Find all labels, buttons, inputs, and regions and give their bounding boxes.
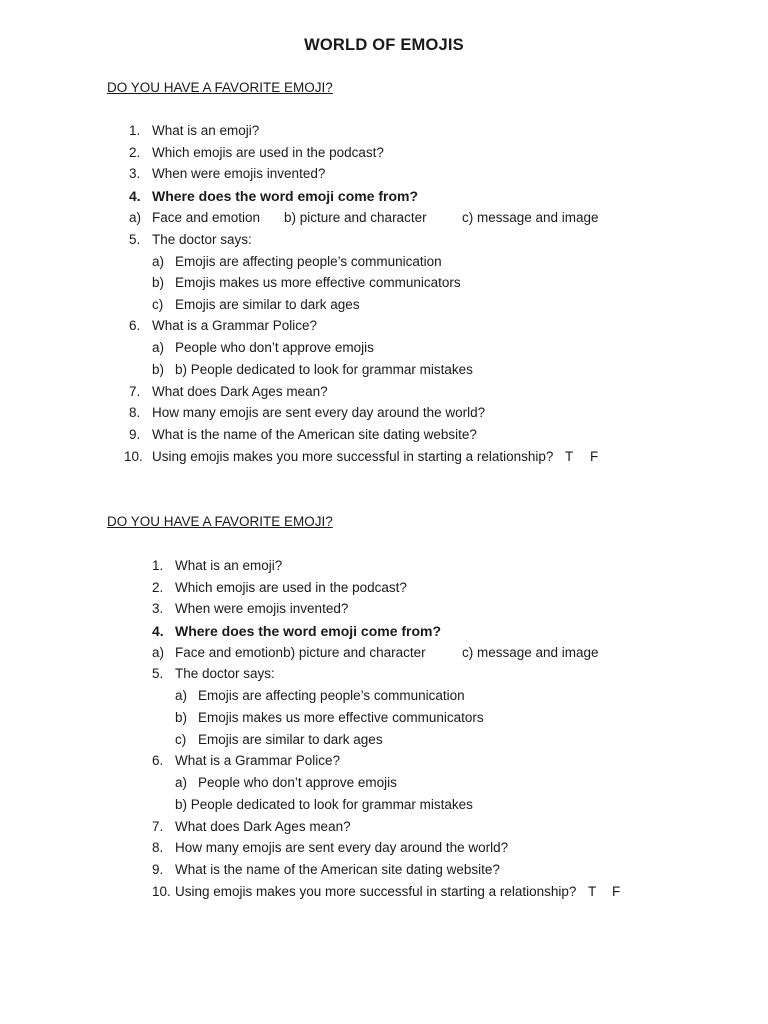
- list-number: 8.: [129, 405, 141, 420]
- question-text: What is a Grammar Police?: [175, 753, 341, 768]
- sub-item-text: Emojis are similar to dark ages: [198, 732, 383, 747]
- option-c-text: c) message and image: [462, 645, 599, 660]
- question-text: What is a Grammar Police?: [152, 318, 318, 333]
- sub-list-letter: b): [175, 710, 188, 725]
- question-text: Which emojis are used in the podcast?: [152, 145, 384, 160]
- list-number: 8.: [152, 840, 164, 855]
- sub-item-text: People who don’t approve emojis: [175, 340, 374, 355]
- list-number: 1.: [129, 123, 141, 138]
- list-number: 7.: [129, 384, 141, 399]
- section-2-heading: DO YOU HAVE A FAVORITE EMOJI?: [107, 514, 333, 529]
- option-a-text: Face and emotion: [152, 210, 261, 225]
- true-option: T: [565, 449, 574, 464]
- list-number: 1.: [152, 558, 164, 573]
- option-c-text: c) message and image: [462, 210, 599, 225]
- section-1-heading: DO YOU HAVE A FAVORITE EMOJI?: [107, 80, 333, 95]
- sub-item-text: b) People dedicated to look for grammar mistakes: [175, 797, 473, 812]
- sub-list-letter: b): [152, 275, 165, 290]
- question-text: Using emojis makes you more successful in starting a relationship?: [175, 884, 577, 899]
- question-text: What is the name of the American site dating website?: [175, 862, 500, 877]
- list-number: 3.: [152, 601, 164, 616]
- question-text: What is an emoji?: [152, 123, 260, 138]
- question-text: Where does the word emoji come from?: [152, 188, 419, 204]
- sub-item-text: Emojis are affecting people’s communication: [198, 688, 465, 703]
- sub-item-text: b) People dedicated to look for grammar mistakes: [175, 362, 473, 377]
- sub-list-letter: a): [152, 254, 165, 269]
- sub-list-letter: c): [175, 732, 187, 747]
- question-text: When were emojis invented?: [175, 601, 349, 616]
- list-number: 7.: [152, 819, 164, 834]
- document-title: WORLD OF EMOJIS: [304, 36, 464, 54]
- list-number: 4.: [152, 623, 164, 639]
- option-letter: a): [129, 210, 142, 225]
- false-option: F: [612, 884, 621, 899]
- question-text: Using emojis makes you more successful in starting a relationship?: [152, 449, 554, 464]
- question-text: What does Dark Ages mean?: [152, 384, 328, 399]
- question-text: What is the name of the American site dating website?: [152, 427, 477, 442]
- sub-list-letter: a): [175, 775, 188, 790]
- sub-item-text: Emojis makes us more effective communicators: [175, 275, 461, 290]
- list-number: 5.: [129, 232, 141, 247]
- list-number: 4.: [129, 188, 141, 204]
- question-text: What does Dark Ages mean?: [175, 819, 351, 834]
- list-number: 2.: [152, 580, 164, 595]
- true-option: T: [588, 884, 597, 899]
- sub-item-text: People who don’t approve emojis: [198, 775, 397, 790]
- sub-item-text: Emojis are affecting people’s communication: [175, 254, 442, 269]
- option-b-text: b) picture and character: [284, 210, 427, 225]
- list-number: 10.: [152, 884, 171, 899]
- question-text: The doctor says:: [175, 666, 275, 681]
- question-text: What is an emoji?: [175, 558, 283, 573]
- question-text: Which emojis are used in the podcast?: [175, 580, 407, 595]
- sub-list-letter: c): [152, 297, 164, 312]
- sub-list-letter: b): [152, 362, 165, 377]
- question-text: When were emojis invented?: [152, 166, 326, 181]
- question-text: The doctor says:: [152, 232, 252, 247]
- list-number: 10.: [124, 449, 143, 464]
- list-number: 9.: [129, 427, 141, 442]
- sub-list-letter: a): [175, 688, 188, 703]
- false-option: F: [590, 449, 599, 464]
- sub-item-text: Emojis makes us more effective communicators: [198, 710, 484, 725]
- list-number: 2.: [129, 145, 141, 160]
- question-text: How many emojis are sent every day around the world?: [175, 840, 509, 855]
- sub-list-letter: a): [152, 340, 165, 355]
- question-text: How many emojis are sent every day around the world?: [152, 405, 486, 420]
- question-text: Where does the word emoji come from?: [175, 623, 442, 639]
- list-number: 6.: [152, 753, 164, 768]
- list-number: 9.: [152, 862, 164, 877]
- list-number: 5.: [152, 666, 164, 681]
- list-number: 6.: [129, 318, 141, 333]
- list-number: 3.: [129, 166, 141, 181]
- option-a-b-text: Face and emotionb) picture and character: [175, 645, 426, 660]
- sub-item-text: Emojis are similar to dark ages: [175, 297, 360, 312]
- option-letter: a): [152, 645, 165, 660]
